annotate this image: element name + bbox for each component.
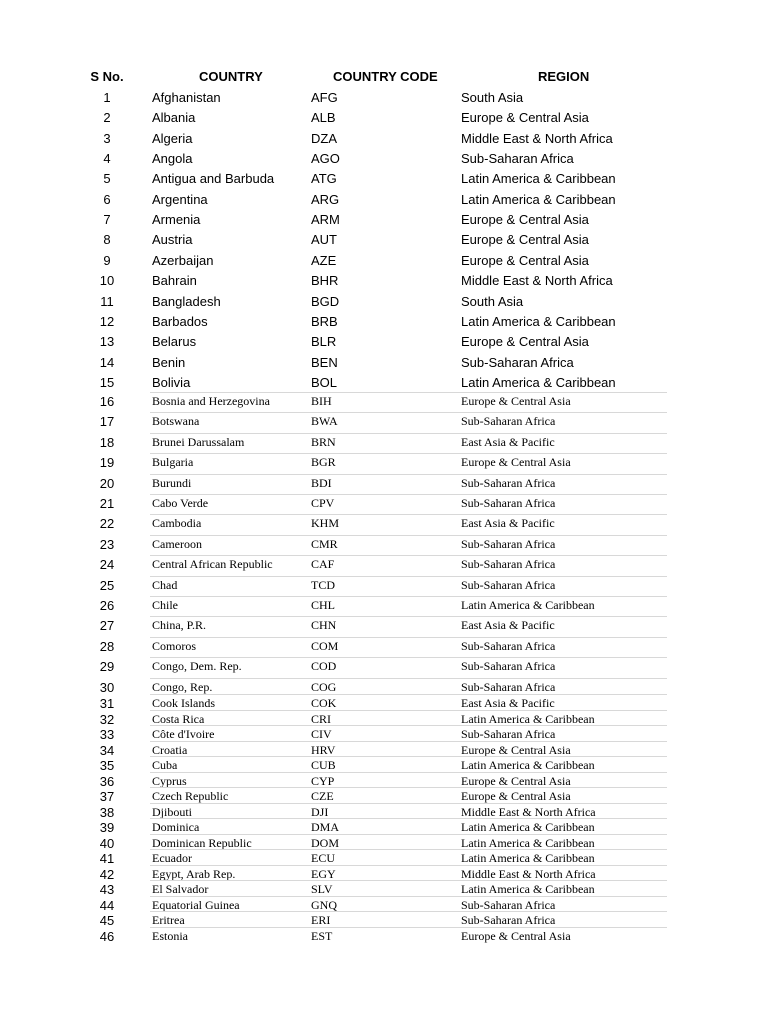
region-name: Europe & Central Asia xyxy=(461,110,589,126)
country-code: DOM xyxy=(311,835,340,850)
row-number: 43 xyxy=(99,882,115,897)
country-name: Benin xyxy=(152,354,186,370)
row-number: 1 xyxy=(103,90,111,105)
region-name: East Asia & Pacific xyxy=(461,516,555,531)
country-name: Bahrain xyxy=(152,273,197,289)
country-name: Ecuador xyxy=(152,851,192,865)
row-number: 8 xyxy=(103,232,111,248)
row-number: 6 xyxy=(103,191,111,207)
region-name: Latin America & Caribbean xyxy=(461,758,595,772)
row-divider xyxy=(150,694,667,695)
region-name: Sub-Saharan Africa xyxy=(461,577,556,592)
row-divider xyxy=(150,710,667,711)
country-name: El Salvador xyxy=(152,882,209,896)
country-name: Dominica xyxy=(152,820,200,834)
row-divider xyxy=(150,555,667,556)
region-name: Europe & Central Asia xyxy=(461,773,571,788)
country-name: Burundi xyxy=(152,475,192,490)
country-code: KHM xyxy=(311,516,340,531)
row-number: 24 xyxy=(99,557,115,573)
region-name: Latin America & Caribbean xyxy=(461,820,595,834)
region-name: Latin America & Caribbean xyxy=(461,374,616,390)
row-divider xyxy=(150,880,667,881)
row-divider xyxy=(150,865,667,866)
row-divider xyxy=(150,392,667,393)
region-name: South Asia xyxy=(461,293,524,309)
row-divider xyxy=(150,576,667,577)
country-code: HRV xyxy=(311,742,336,757)
header-region: REGION xyxy=(538,69,590,84)
country-code: ARG xyxy=(311,191,340,207)
country-name: Angola xyxy=(152,151,193,167)
row-divider xyxy=(150,787,667,788)
row-number: 41 xyxy=(99,851,115,866)
row-divider xyxy=(150,725,667,726)
row-divider xyxy=(150,637,667,638)
country-name: Costa Rica xyxy=(152,711,205,726)
country-name: Central African Republic xyxy=(152,557,273,572)
country-name: Congo, Rep. xyxy=(152,679,213,694)
country-code: BEN xyxy=(311,354,338,370)
country-code: DJI xyxy=(311,804,329,819)
row-number: 25 xyxy=(99,577,115,593)
country-code: COD xyxy=(311,659,337,674)
row-number: 39 xyxy=(99,820,115,835)
region-name: Middle East & North Africa xyxy=(461,130,613,146)
row-number: 18 xyxy=(99,434,115,450)
row-number: 11 xyxy=(100,293,114,309)
row-divider xyxy=(150,514,667,515)
country-name: Armenia xyxy=(152,212,201,228)
region-name: Latin America & Caribbean xyxy=(461,171,616,187)
row-divider xyxy=(150,657,667,658)
region-name: Middle East & North Africa xyxy=(461,866,596,881)
country-code: ECU xyxy=(311,851,335,865)
region-name: Middle East & North Africa xyxy=(461,804,596,819)
region-name: Sub-Saharan Africa xyxy=(461,557,556,572)
region-name: East Asia & Pacific xyxy=(461,618,555,633)
row-number: 45 xyxy=(99,913,115,928)
country-code: CAF xyxy=(311,557,335,572)
region-name: Latin America & Caribbean xyxy=(461,851,595,865)
row-number: 23 xyxy=(99,536,115,552)
country-code: CHN xyxy=(311,618,337,633)
row-divider xyxy=(150,616,667,617)
region-name: Latin America & Caribbean xyxy=(461,835,595,850)
country-name: Botswana xyxy=(152,414,200,429)
country-name: Dominican Republic xyxy=(152,835,252,850)
region-name: East Asia & Pacific xyxy=(461,696,555,710)
country-name: Brunei Darussalam xyxy=(152,434,245,449)
row-number: 3 xyxy=(103,130,111,146)
row-number: 2 xyxy=(103,110,111,126)
region-name: Europe & Central Asia xyxy=(461,742,571,757)
row-number: 9 xyxy=(103,252,111,268)
region-name: Europe & Central Asia xyxy=(461,928,571,943)
country-name: Bolivia xyxy=(152,374,191,390)
country-code: CUB xyxy=(311,758,336,772)
country-name: Cuba xyxy=(152,758,178,772)
row-number: 4 xyxy=(103,151,111,167)
row-number: 40 xyxy=(99,835,115,851)
country-name: Congo, Dem. Rep. xyxy=(152,659,242,674)
region-name: Europe & Central Asia xyxy=(461,334,589,350)
row-number: 33 xyxy=(99,727,115,742)
country-code: CYP xyxy=(311,773,335,788)
row-number: 32 xyxy=(99,711,115,727)
header-country-code: COUNTRY CODE xyxy=(333,69,438,84)
country-name: Antigua and Barbuda xyxy=(152,171,275,187)
row-divider xyxy=(150,596,667,597)
row-divider xyxy=(150,741,667,742)
row-divider xyxy=(150,896,667,897)
row-number: 21 xyxy=(99,496,115,511)
country-name: Cyprus xyxy=(152,773,187,788)
row-number: 38 xyxy=(99,804,115,820)
row-number: 36 xyxy=(99,773,115,789)
country-name: Albania xyxy=(152,110,196,126)
country-name: Chile xyxy=(152,598,178,612)
country-code: CHL xyxy=(311,598,335,612)
region-name: South Asia xyxy=(461,90,524,105)
country-code: COG xyxy=(311,679,337,694)
region-name: Sub-Saharan Africa xyxy=(461,913,556,927)
row-number: 31 xyxy=(99,696,115,711)
row-divider xyxy=(150,849,667,850)
row-number: 7 xyxy=(103,212,111,228)
row-number: 26 xyxy=(99,598,115,613)
country-code: EGY xyxy=(311,866,336,881)
region-name: Latin America & Caribbean xyxy=(461,313,616,329)
country-code: DZA xyxy=(311,130,337,146)
country-name: Eritrea xyxy=(152,913,185,927)
row-number: 12 xyxy=(99,313,115,329)
country-code: BWA xyxy=(311,414,338,429)
country-code: CPV xyxy=(311,496,335,510)
country-code: AZE xyxy=(311,252,337,268)
region-name: Sub-Saharan Africa xyxy=(461,727,556,741)
row-divider xyxy=(150,927,667,928)
country-name: Bangladesh xyxy=(152,293,221,309)
country-code: BRN xyxy=(311,434,336,449)
row-divider xyxy=(150,911,667,912)
region-name: East Asia & Pacific xyxy=(461,434,555,449)
country-code: COM xyxy=(311,638,339,653)
region-name: Europe & Central Asia xyxy=(461,394,571,408)
country-code: ERI xyxy=(311,913,331,927)
row-number: 46 xyxy=(99,928,115,944)
row-number: 22 xyxy=(99,516,115,532)
country-name: Egypt, Arab Rep. xyxy=(152,866,236,881)
row-divider xyxy=(150,535,667,536)
region-name: Latin America & Caribbean xyxy=(461,598,595,612)
region-name: Europe & Central Asia xyxy=(461,789,571,803)
country-code: SLV xyxy=(311,882,333,896)
row-divider xyxy=(150,433,667,434)
region-name: Latin America & Caribbean xyxy=(461,711,595,726)
country-name: Argentina xyxy=(152,191,208,207)
country-code: CZE xyxy=(311,789,334,803)
country-name: Djibouti xyxy=(152,804,193,819)
row-divider xyxy=(150,803,667,804)
row-number: 20 xyxy=(99,475,115,491)
row-divider xyxy=(150,772,667,773)
country-code: BGR xyxy=(311,455,336,470)
row-number: 15 xyxy=(99,374,115,390)
country-code: AFG xyxy=(311,90,338,105)
region-name: Sub-Saharan Africa xyxy=(461,897,556,912)
country-code: ATG xyxy=(311,171,337,187)
country-code: CMR xyxy=(311,536,338,551)
region-name: Sub-Saharan Africa xyxy=(461,354,574,370)
row-number: 28 xyxy=(99,638,115,654)
row-number: 30 xyxy=(99,679,115,695)
country-name: Estonia xyxy=(152,928,188,943)
row-number: 34 xyxy=(99,742,115,758)
country-name: Barbados xyxy=(152,313,208,329)
country-name: Algeria xyxy=(152,130,193,146)
region-name: Sub-Saharan Africa xyxy=(461,151,574,167)
row-divider xyxy=(150,474,667,475)
region-name: Sub-Saharan Africa xyxy=(461,475,556,490)
country-name: Austria xyxy=(152,232,193,248)
country-code: GNQ xyxy=(311,897,337,912)
country-name: Belarus xyxy=(152,334,197,350)
region-name: Europe & Central Asia xyxy=(461,212,589,228)
row-divider xyxy=(150,412,667,413)
row-divider xyxy=(150,453,667,454)
region-name: Europe & Central Asia xyxy=(461,252,589,268)
country-code: AUT xyxy=(311,232,337,248)
row-number: 44 xyxy=(99,897,115,913)
row-number: 16 xyxy=(99,394,115,409)
row-divider xyxy=(150,678,667,679)
country-name: Azerbaijan xyxy=(152,252,214,268)
row-divider xyxy=(150,818,667,819)
country-code: BDI xyxy=(311,475,332,490)
row-number: 29 xyxy=(99,659,115,675)
row-number: 27 xyxy=(99,618,115,634)
region-name: Middle East & North Africa xyxy=(461,273,613,289)
row-divider xyxy=(150,494,667,495)
row-number: 5 xyxy=(103,171,111,187)
header-sno: S No. xyxy=(90,69,124,84)
country-name: Cambodia xyxy=(152,516,202,531)
country-name: Cabo Verde xyxy=(152,496,209,510)
country-code: DMA xyxy=(311,820,340,834)
row-divider xyxy=(150,834,667,835)
country-code: COK xyxy=(311,696,337,710)
country-code: BHR xyxy=(311,273,339,289)
header-country: COUNTRY xyxy=(199,69,263,84)
country-code: ALB xyxy=(311,110,336,126)
region-name: Latin America & Caribbean xyxy=(461,882,595,896)
country-name: Afghanistan xyxy=(152,90,221,105)
row-number: 19 xyxy=(99,455,115,471)
row-divider xyxy=(150,756,667,757)
country-code: CIV xyxy=(311,727,332,741)
country-name: Cameroon xyxy=(152,536,202,551)
region-name: Sub-Saharan Africa xyxy=(461,536,556,551)
region-name: Europe & Central Asia xyxy=(461,232,589,248)
country-code: ARM xyxy=(311,212,340,228)
row-number: 37 xyxy=(99,789,115,804)
country-code: AGO xyxy=(311,151,340,167)
country-code: BIH xyxy=(311,394,332,408)
region-name: Latin America & Caribbean xyxy=(461,191,616,207)
country-code: CRI xyxy=(311,711,332,726)
country-code: BGD xyxy=(311,293,340,309)
region-name: Sub-Saharan Africa xyxy=(461,679,556,694)
country-name: Czech Republic xyxy=(152,789,229,803)
country-name: Chad xyxy=(152,577,178,592)
country-code: BLR xyxy=(311,334,337,350)
row-number: 42 xyxy=(99,866,115,882)
country-code: BOL xyxy=(311,374,338,390)
country-name: Cook Islands xyxy=(152,696,215,710)
row-number: 17 xyxy=(99,414,115,430)
region-name: Sub-Saharan Africa xyxy=(461,659,556,674)
country-code: TCD xyxy=(311,577,335,592)
row-number: 13 xyxy=(99,334,115,350)
row-number: 14 xyxy=(99,354,115,370)
region-name: Sub-Saharan Africa xyxy=(461,638,556,653)
country-name: Croatia xyxy=(152,742,188,757)
country-name: Bosnia and Herzegovina xyxy=(152,394,270,408)
country-name: Comoros xyxy=(152,638,197,653)
row-number: 10 xyxy=(99,273,115,289)
country-code: BRB xyxy=(311,313,338,329)
region-name: Europe & Central Asia xyxy=(461,455,571,470)
country-name: Equatorial Guinea xyxy=(152,897,240,912)
row-number: 35 xyxy=(99,758,115,773)
country-name: Côte d'Ivoire xyxy=(152,727,215,741)
country-name: Bulgaria xyxy=(152,455,194,470)
region-name: Sub-Saharan Africa xyxy=(461,496,556,510)
country-name: China, P.R. xyxy=(152,618,207,633)
country-code: EST xyxy=(311,928,333,943)
region-name: Sub-Saharan Africa xyxy=(461,414,556,429)
